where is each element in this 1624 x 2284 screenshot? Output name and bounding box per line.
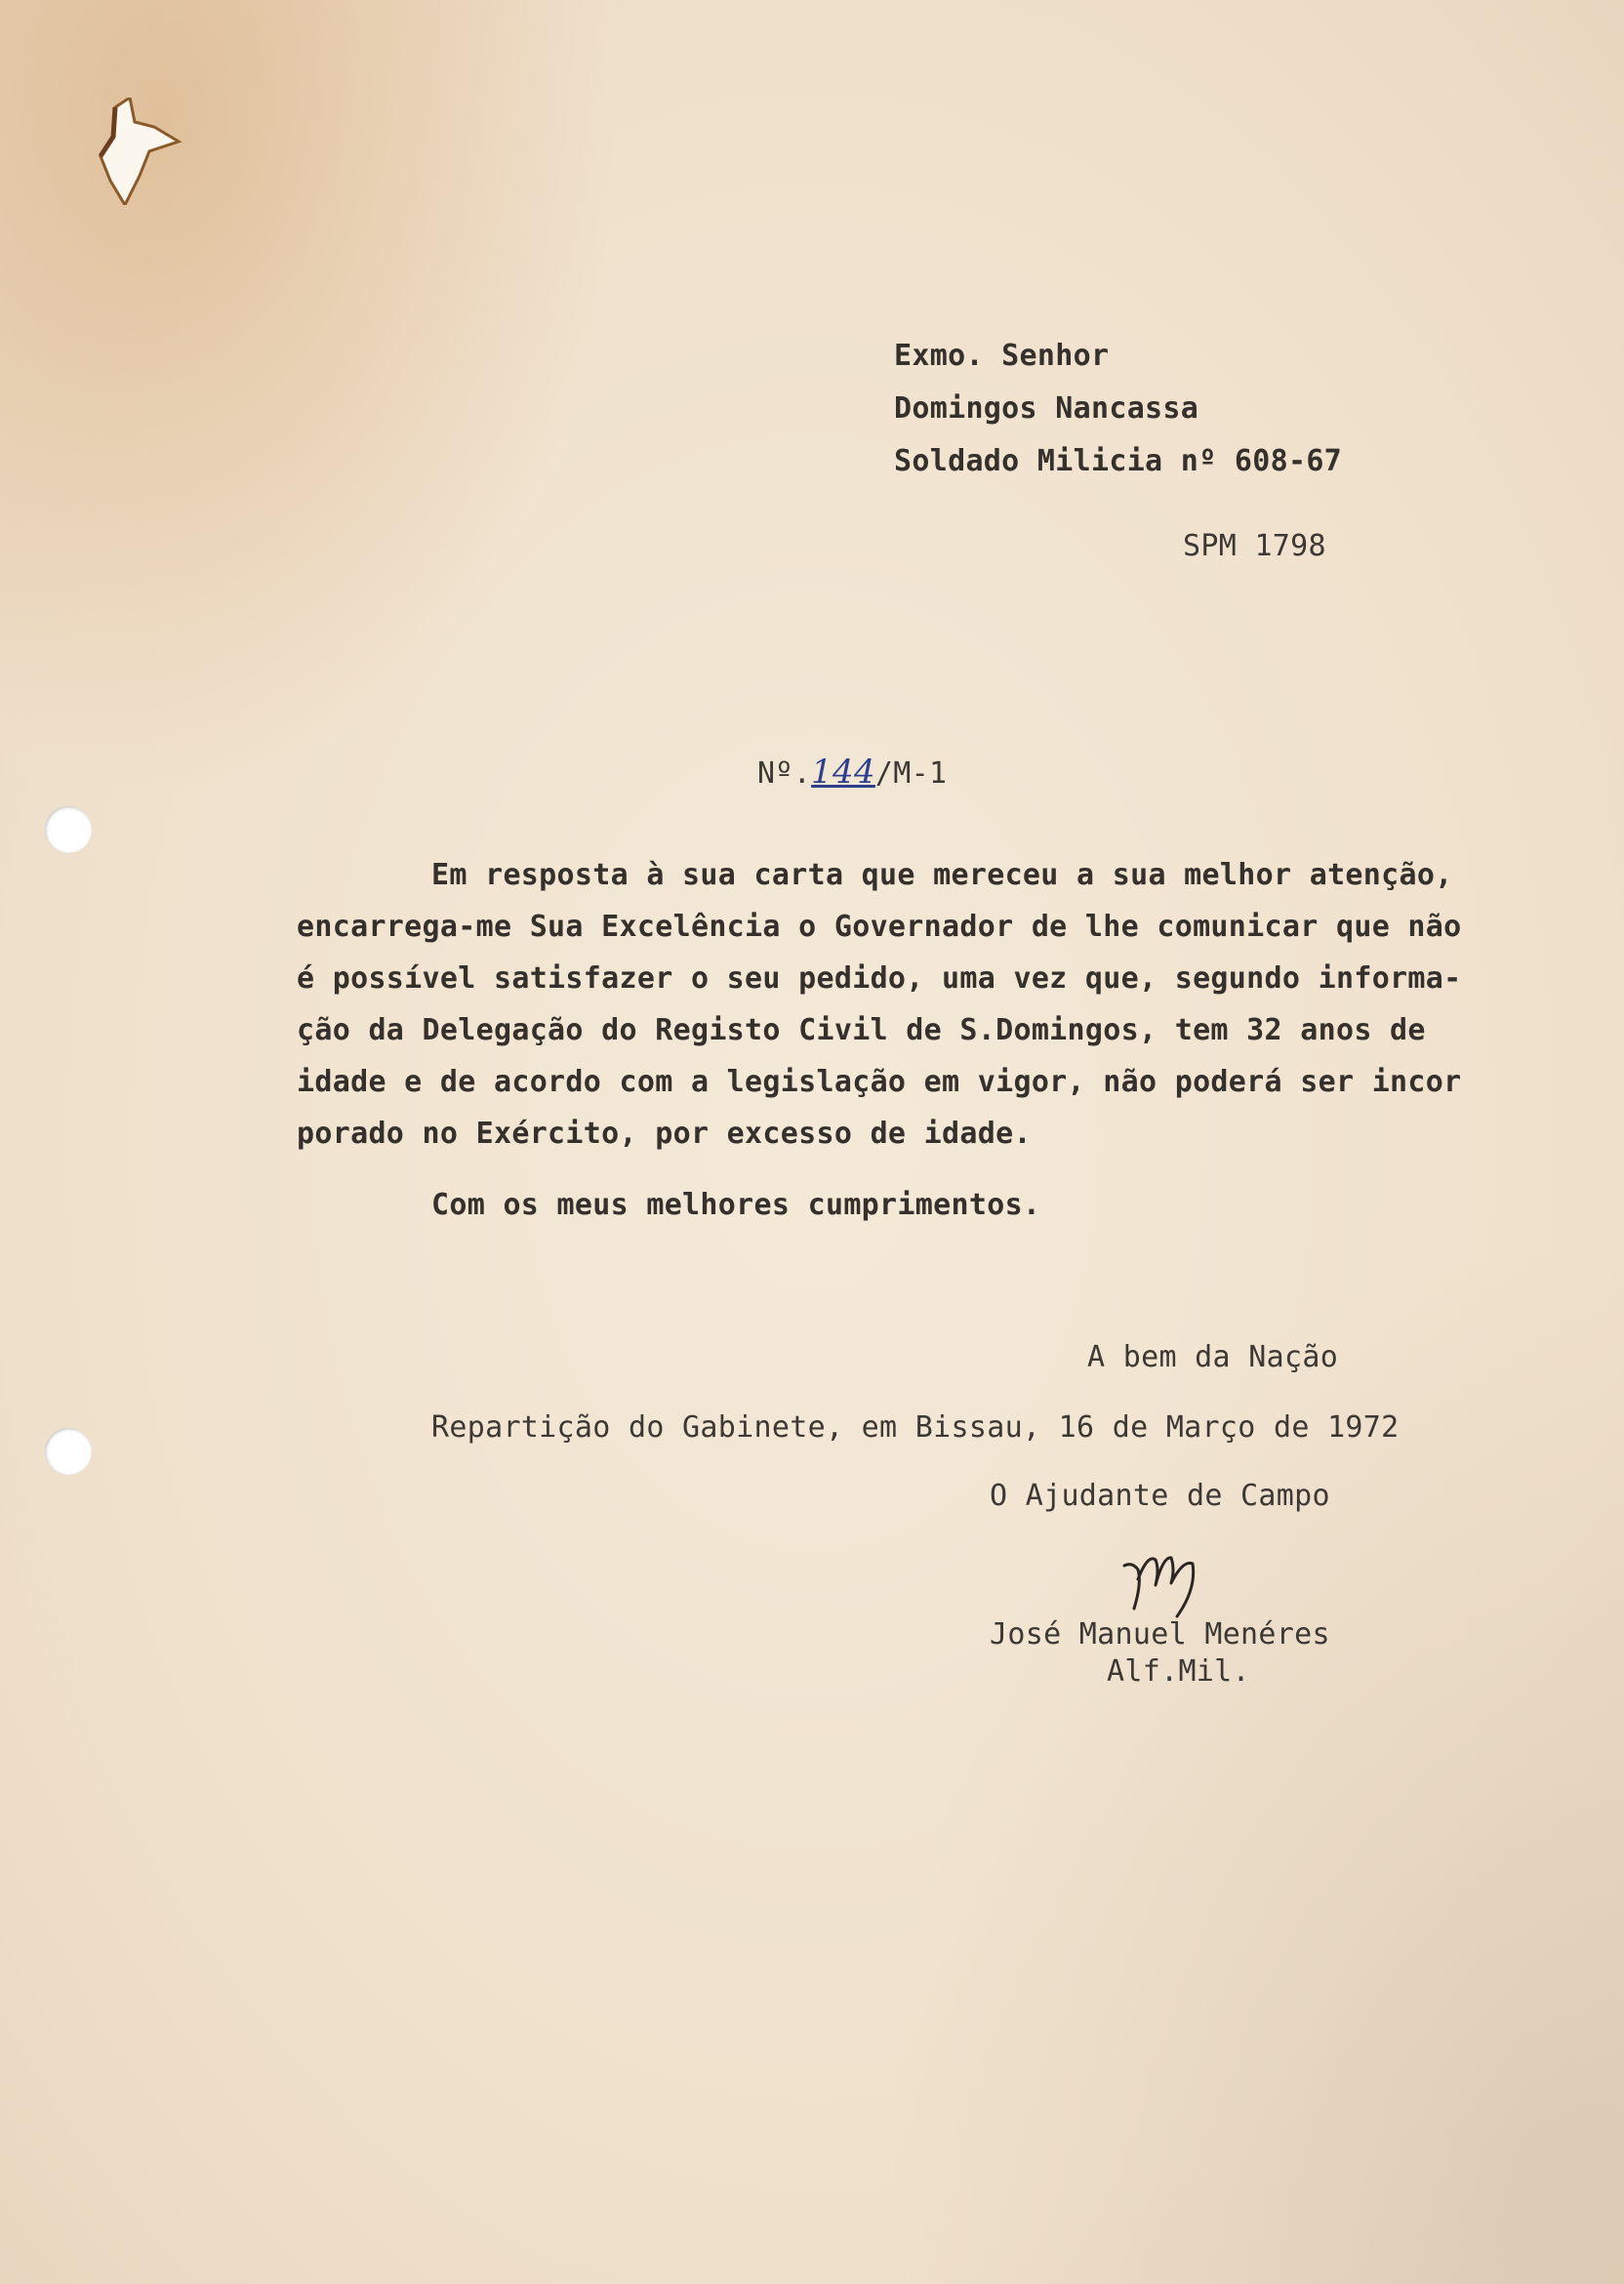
reference-handwritten-number: 144 — [811, 753, 875, 792]
signer-name: José Manuel Menéres — [990, 1617, 1330, 1652]
place-date: Repartição do Gabinete, em Bissau, 16 de Março de 1972 — [431, 1410, 1400, 1445]
body-line-1: Em resposta à sua carta que mereceu a sua melhor atenção, — [431, 858, 1453, 892]
handwritten-signature — [1113, 1540, 1220, 1618]
reference-suffix: /M-1 — [874, 756, 948, 791]
reference-prefix: Nº. — [757, 756, 812, 791]
salutation: A bem da Nação — [1087, 1340, 1339, 1374]
body-line-3: é possível satisfazer o seu pedido, uma vez que, segundo informa- — [297, 961, 1462, 996]
body-line-2: encarrega-me Sua Excelência o Governador de lhe comunicar que não — [297, 910, 1462, 944]
punch-hole-top — [45, 806, 92, 853]
signer-role: O Ajudante de Campo — [990, 1479, 1330, 1513]
addressee-line-3: Soldado Milicia nº 608-67 — [894, 444, 1343, 478]
addressee-line-2: Domingos Nancassa — [894, 391, 1199, 426]
punch-hole-bottom — [45, 1428, 92, 1475]
addressee-spm: SPM 1798 — [1183, 529, 1326, 563]
body-line-5: idade e de acordo com a legislação em vigor, não poderá ser incor — [297, 1065, 1462, 1099]
torn-paper-mark — [96, 98, 183, 205]
addressee-line-1: Exmo. Senhor — [894, 339, 1110, 373]
body-line-4: ção da Delegação do Registo Civil de S.Domingos, tem 32 anos de — [297, 1013, 1426, 1047]
reference-number — [757, 753, 948, 792]
body-line-6: porado no Exército, por excesso de idade. — [297, 1117, 1032, 1151]
signer-rank: Alf.Mil. — [1107, 1654, 1250, 1689]
closing-line: Com os meus melhores cumprimentos. — [431, 1188, 1041, 1222]
